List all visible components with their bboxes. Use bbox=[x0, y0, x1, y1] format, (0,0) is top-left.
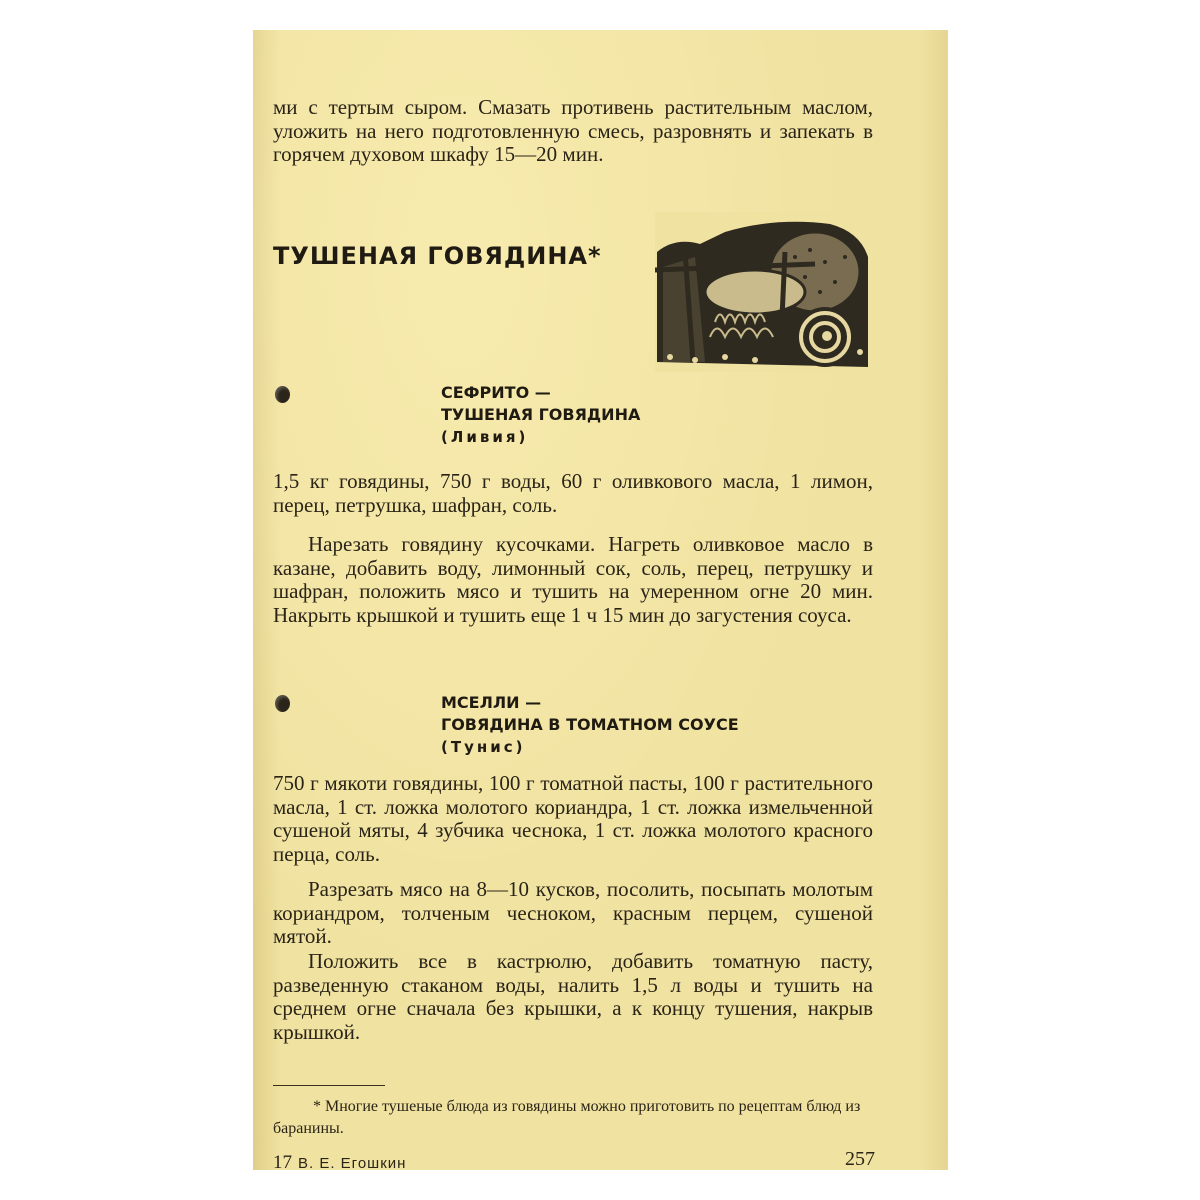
recipe-1-title-line1: СЕФРИТО — bbox=[441, 383, 551, 402]
recipe-2-title-line1: МСЕЛЛИ — bbox=[441, 693, 542, 712]
recipe-1-ingredients: 1,5 кг говядины, 750 г воды, 60 г оливкового масла, 1 лимон, перец, петрушка, шафран, соль. bbox=[273, 469, 873, 517]
recipe-2-country: (Тунис) bbox=[441, 738, 526, 756]
recipe-1-method: Нарезать говядину кусочками. Нагреть оливковое масло в казане, добавить воду, лимонный сок, соль, перец, петрушку и шафран, положить мясо и тушить на умеренном огне 20 мин. Накрыть крышкой и тушить еще 1 ч 15 мин до загустения соуса. bbox=[273, 532, 873, 627]
signature-line bbox=[273, 1152, 406, 1174]
continuation-paragraph: ми с тертым сыром. Смазать противень растительным маслом, уложить на него подготовленную смесь, разровнять и запекать в горячем духовом шкафу 15—20 мин. bbox=[273, 95, 873, 166]
recipe-2-title-line2: ГОВЯДИНА В ТОМАТНОМ СОУСЕ bbox=[441, 715, 739, 734]
signature-name: В. Е. Егошкин bbox=[298, 1155, 407, 1172]
recipe-2-method-1: Разрезать мясо на 8—10 кусков, посолить, посыпать молотым кориандром, толченым чесноком, красным перцем, сушеной мятой. bbox=[273, 877, 873, 948]
recipe-2-bullet bbox=[275, 695, 290, 712]
recipe-1-title-line2: ТУШЕНАЯ ГОВЯДИНА bbox=[441, 405, 641, 424]
footnote: * Многие тушеные блюда из говядины можно приготовить по рецептам блюд из баранины. bbox=[273, 1098, 861, 1137]
recipe-2-method-2: Положить все в кастрюлю, добавить томатную пасту, разведенную стаканом воды, налить 1,5 л воды и тушить на среднем огне сначала без крышки, а к концу тушения, накрыв крышкой. bbox=[273, 949, 873, 1044]
recipe-1-heading bbox=[441, 382, 640, 448]
recipe-2-heading bbox=[441, 692, 739, 758]
signature-number: 17 bbox=[273, 1152, 292, 1173]
page-number: 257 bbox=[845, 1148, 875, 1170]
section-title: ТУШЕНАЯ ГОВЯДИНА* bbox=[273, 242, 602, 270]
recipe-1-country: (Ливия) bbox=[441, 428, 529, 446]
book-page bbox=[253, 30, 948, 1173]
recipe-1-bullet bbox=[275, 386, 290, 403]
recipe-2-ingredients: 750 г мякоти говядины, 100 г томатной пасты, 100 г растительного масла, 1 ст. ложка молотого кориандра, 1 ст. ложка измельченной сушеной мяты, 4 зубчика чеснока, 1 ст. ложка молотого красного перца, соль. bbox=[273, 771, 873, 866]
campfire-illustration bbox=[655, 212, 870, 372]
footnote-divider bbox=[273, 1085, 385, 1086]
